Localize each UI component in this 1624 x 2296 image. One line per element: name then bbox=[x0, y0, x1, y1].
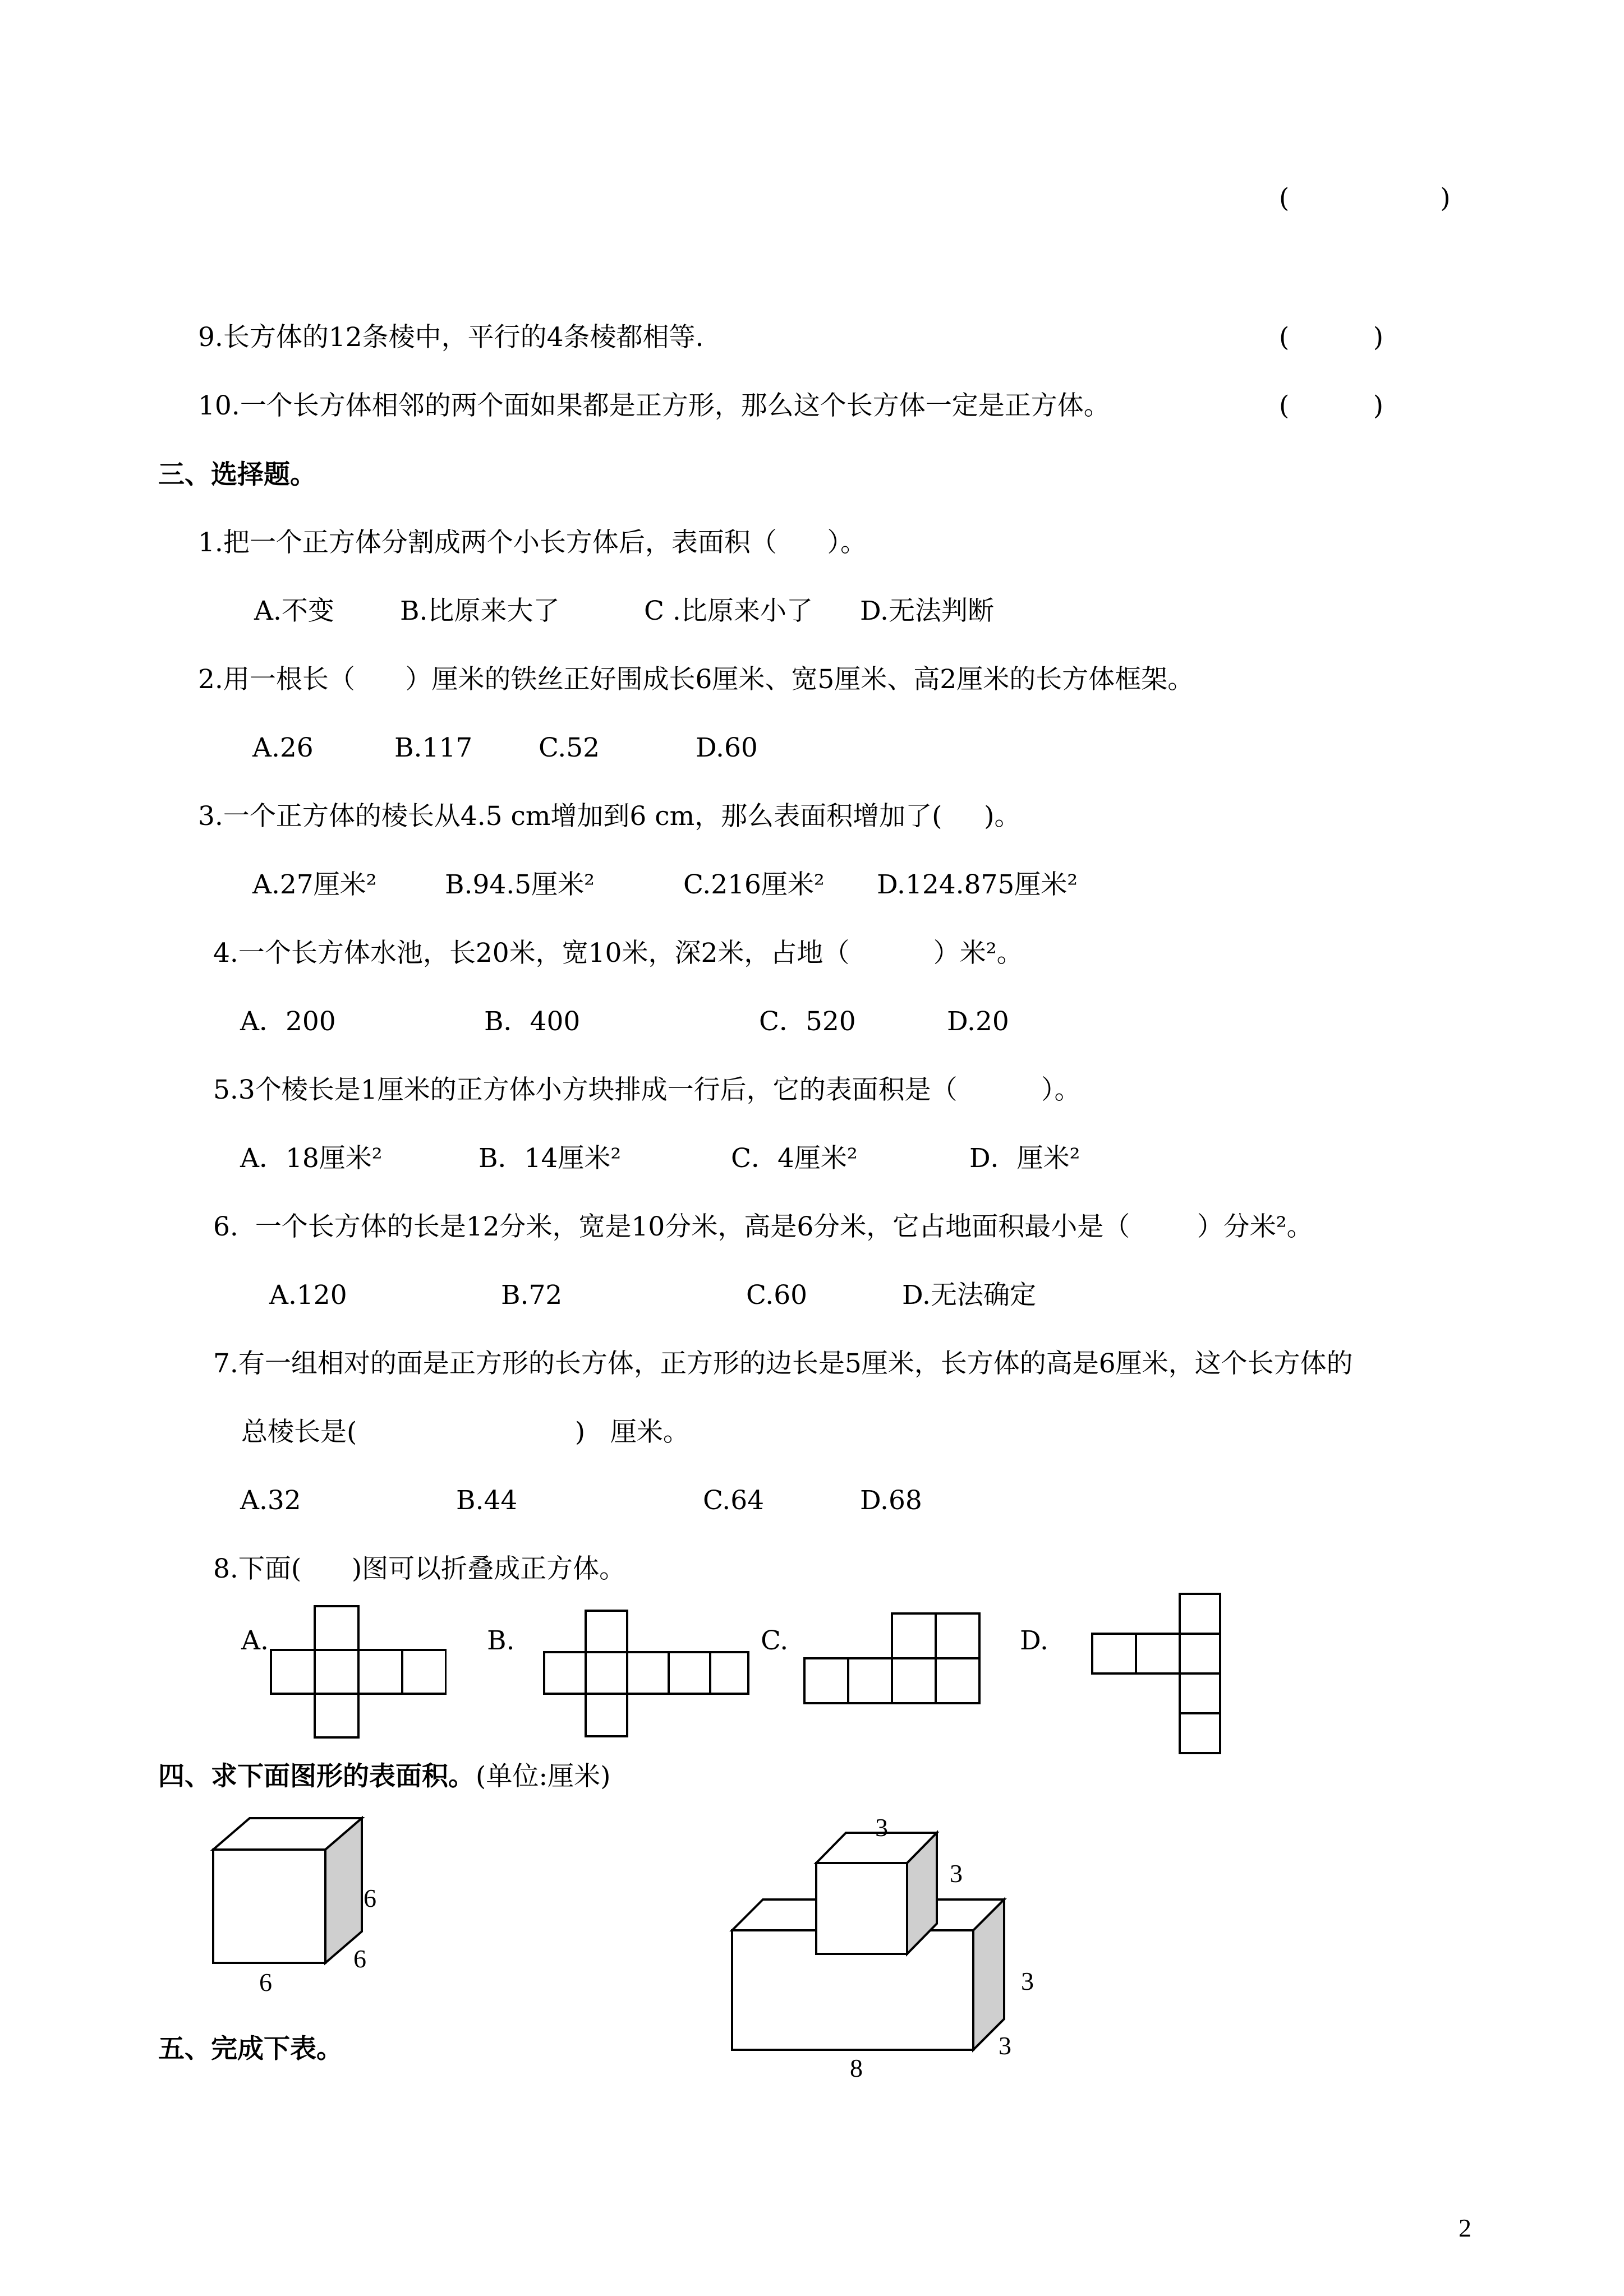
option[interactable]: B.比原来大了 bbox=[400, 596, 560, 626]
cube-net-b bbox=[543, 1610, 749, 1741]
option[interactable]: C.216厘米² bbox=[683, 869, 825, 900]
section-title: 五、完成下表。 bbox=[158, 2034, 343, 2064]
section-title: 三、选择题。 bbox=[158, 459, 316, 490]
answer-blank[interactable]: ( ) bbox=[1279, 183, 1451, 214]
option-label[interactable]: C. bbox=[761, 1625, 789, 1656]
cube-net-c bbox=[803, 1612, 983, 1707]
option-label[interactable]: A. bbox=[241, 1625, 269, 1656]
combined-solid-figure bbox=[729, 1829, 1021, 2056]
page-number: 2 bbox=[1459, 2214, 1471, 2242]
option[interactable]: C．520 bbox=[759, 1006, 856, 1037]
choice-question-4: 4.一个长方体水池，长20米，宽10米，深2米，占地（ ）米²。 bbox=[213, 938, 1023, 969]
choice-question-8: 8.下面( )图可以折叠成正方体。 bbox=[213, 1553, 626, 1584]
dimension-label: 3 bbox=[999, 2031, 1011, 2060]
option[interactable]: D．厘米² bbox=[969, 1143, 1080, 1174]
answer-blank[interactable]: ( ) bbox=[1279, 390, 1384, 421]
option[interactable]: A．18厘米² bbox=[240, 1143, 383, 1174]
option[interactable]: D.20 bbox=[947, 1006, 1009, 1037]
option[interactable]: D.无法判断 bbox=[860, 596, 994, 626]
cube-net-d bbox=[1091, 1593, 1226, 1759]
choice-question-7: 7.有一组相对的面是正方形的长方体，正方形的边长是5厘米，长方体的高是6厘米，这个长方体的 bbox=[213, 1348, 1353, 1379]
option[interactable]: C .比原来小了 bbox=[644, 596, 813, 626]
option[interactable]: D.无法确定 bbox=[902, 1280, 1036, 1311]
choice-question-1: 1.把一个正方体分割成两个小长方体后，表面积（ ）。 bbox=[198, 527, 867, 558]
option[interactable]: C.60 bbox=[746, 1280, 808, 1311]
cube-figure bbox=[210, 1816, 367, 1973]
option[interactable]: A．200 bbox=[240, 1006, 336, 1037]
option[interactable]: C.64 bbox=[703, 1485, 765, 1516]
cube-net-a bbox=[267, 1605, 447, 1743]
choice-question-5: 5.3个棱长是1厘米的正方体小方块排成一行后，它的表面积是（ ）。 bbox=[213, 1075, 1081, 1105]
option-label[interactable]: D. bbox=[1020, 1625, 1048, 1656]
answer-blank[interactable]: ( ) bbox=[1279, 322, 1384, 353]
choice-question-2: 2.用一根长（ ）厘米的铁丝正好围成长6厘米、宽5厘米、高2厘米的长方体框架。 bbox=[198, 664, 1194, 695]
dimension-label: 3 bbox=[950, 1859, 963, 1888]
option[interactable]: D.124.875厘米² bbox=[877, 869, 1078, 900]
option[interactable]: A.26 bbox=[252, 732, 314, 763]
section-title: 四、求下面图形的表面积。 bbox=[158, 1761, 475, 1792]
judge-question-10: 10.一个长方体相邻的两个面如果都是正方形，那么这个长方体一定是正方体。 bbox=[198, 390, 1110, 421]
option[interactable]: B.94.5厘米² bbox=[445, 869, 595, 900]
unit-note: (单位:厘米) bbox=[476, 1761, 611, 1792]
option[interactable]: C．4厘米² bbox=[731, 1143, 858, 1174]
option[interactable]: A.120 bbox=[269, 1280, 347, 1311]
option[interactable]: B.72 bbox=[501, 1280, 563, 1311]
option[interactable]: A.27厘米² bbox=[252, 869, 377, 900]
dimension-label: 3 bbox=[1021, 1967, 1034, 1995]
option[interactable]: C.52 bbox=[539, 732, 600, 763]
dimension-label: 6 bbox=[353, 1944, 366, 1973]
dimension-label: 8 bbox=[850, 2054, 863, 2082]
choice-question-7-cont: 总棱长是( ) 厘米。 bbox=[241, 1417, 689, 1447]
option[interactable]: A.不变 bbox=[254, 596, 334, 626]
choice-question-3: 3.一个正方体的棱长从4.5 cm增加到6 cm，那么表面积增加了( )。 bbox=[198, 801, 1021, 832]
dimension-label: 6 bbox=[364, 1884, 376, 1912]
option[interactable]: B.117 bbox=[394, 732, 473, 763]
option[interactable]: B．14厘米² bbox=[479, 1143, 622, 1174]
option[interactable]: D.60 bbox=[696, 732, 758, 763]
option[interactable]: B．400 bbox=[484, 1006, 581, 1037]
option[interactable]: A.32 bbox=[240, 1485, 301, 1516]
judge-question-9: 9.长方体的12条棱中，平行的4条棱都相等. bbox=[198, 322, 704, 353]
choice-question-6: 6. 一个长方体的长是12分米，宽是10分米，高是6分米，它占地面积最小是（ ）分米²。 bbox=[213, 1211, 1313, 1242]
option[interactable]: B.44 bbox=[456, 1485, 518, 1516]
dimension-label: 3 bbox=[875, 1813, 888, 1842]
option-label[interactable]: B. bbox=[487, 1625, 515, 1656]
option[interactable]: D.68 bbox=[860, 1485, 922, 1516]
dimension-label: 6 bbox=[259, 1968, 272, 1997]
